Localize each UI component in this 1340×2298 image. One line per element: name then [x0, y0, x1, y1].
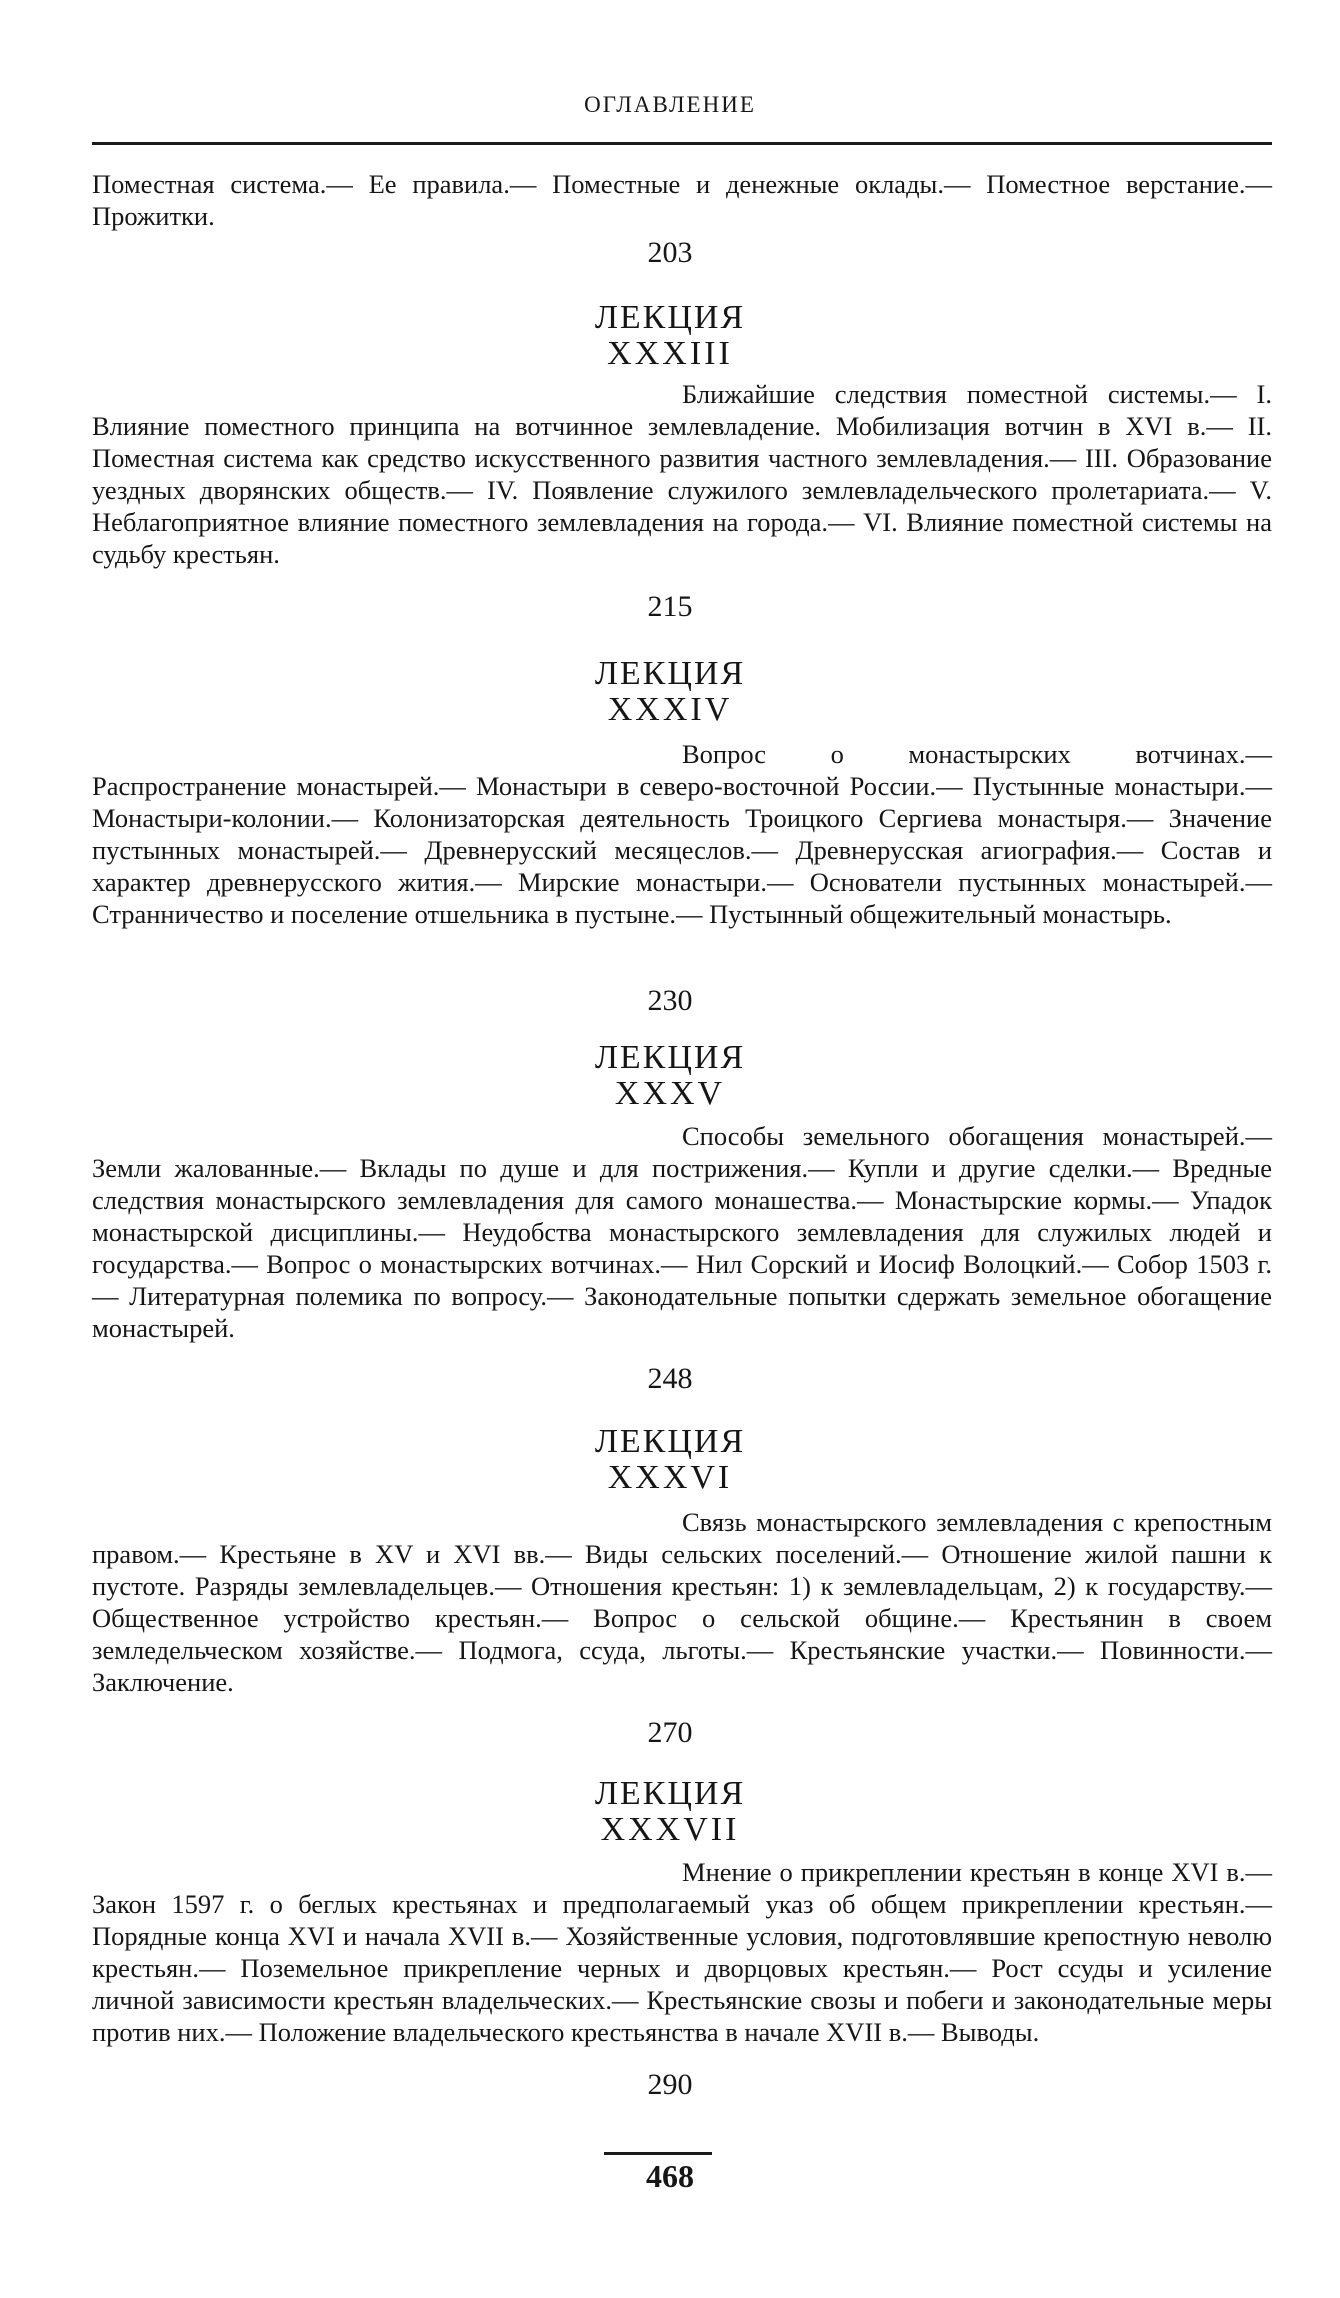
lecture-37-page: 290	[647, 2068, 693, 2101]
lecture-33-page: 215	[647, 590, 693, 623]
lecture-34-number: XXXIV	[607, 691, 733, 728]
lecture-34-title: ЛЕКЦИЯ	[594, 655, 746, 692]
lecture-33-title: ЛЕКЦИЯ	[594, 299, 746, 336]
lecture-37-summary	[92, 1856, 1272, 2048]
lecture-37-number: XXXVII	[600, 1811, 740, 1848]
lecture-35-summary	[92, 1120, 1272, 1344]
lecture-33-number: XXXIII	[607, 335, 733, 372]
lecture-34-summary-text: Вопрос о монастырских вотчинах.— Распространение монастырей.— Монастыри в северо-восточной России.— Пустынные монастыри.— Монастыри-колонии.— Колонизаторская деятельность Троицкого Сергиева монастыря.— Значение пустынных монастырей.— Древнерусский месяцеслов.— Древнерусская агиография.— Состав и характер древнерусского жития.— Мирские монастыри.— Основатели пустынных монастырей.— Странничество и поселение отшельника в пустыне.— Пустынный общежительный монастырь.	[92, 739, 1272, 929]
lecture-37-summary-text: Мнение о прикреплении крестьян в конце XVI в.— Закон 1597 г. о беглых крестьянах и предполагаемый указ об общем прикреплении крестьян.— Порядные конца XVI и начала XVII в.— Хозяйственные условия, подготовлявшие крепостную неволю крестьян.— Поземельное прикрепление черных и дворцовых крестьян.— Рост ссуды и усиление личной зависимости крестьян владельческих.— Крестьянские свозы и побеги и законодательные меры против них.— Положение владельческого крестьянства в начале XVII в.— Выводы.	[92, 1857, 1272, 2047]
intro-paragraph: Поместная система.— Ее правила.— Поместные и денежные оклады.— Поместное верстание.— Прожитки.	[92, 169, 1272, 231]
lecture-35-summary-text: Способы земельного обогащения монастырей.— Земли жалованные.— Вклады по душе и для пострижения.— Купли и другие сделки.— Вредные следствия монастырского землевладения для самого монашества.— Монастырские кормы.— Упадок монастырской дисциплины.— Неудобства монастырского землевладения для служилых людей и государства.— Вопрос о монастырских вотчинах.— Нил Сорский и Иосиф Волоцкий.— Собор 1503 г.— Литературная полемика по вопросу.— Законодательные попытки сдержать земельное обогащение монастырей.	[92, 1121, 1272, 1343]
running-header: ОГЛАВЛЕНИЕ	[584, 92, 756, 117]
lecture-36-title: ЛЕКЦИЯ	[594, 1423, 746, 1460]
lecture-36-summary	[92, 1506, 1272, 1698]
folio-page-number: 468	[646, 2158, 694, 2194]
intro-page-number: 203	[647, 236, 693, 269]
lecture-36-number: XXXVI	[607, 1459, 733, 1496]
lecture-35-number: XXXV	[614, 1075, 726, 1112]
lecture-36-summary-text: Связь монастырского землевладения с крепостным правом.— Крестьяне в XV и XVI вв.— Виды сельских поселений.— Отношение жилой пашни к пустоте. Разряды землевладельцев.— Отношения крестьян: 1) к землевладельцам, 2) к государству.— Общественное устройство крестьян.— Вопрос о сельской общине.— Крестьянин в своем земледельческом хозяйстве.— Подмога, ссуда, льготы.— Крестьянские участки.— Повинности.— Заключение.	[92, 1507, 1272, 1697]
footer-rule	[604, 2152, 712, 2155]
lecture-33-summary	[92, 378, 1272, 570]
lecture-35-page: 248	[647, 1362, 693, 1395]
lecture-37-title: ЛЕКЦИЯ	[594, 1775, 746, 1812]
lecture-34-summary	[92, 738, 1272, 930]
header-rule	[92, 142, 1272, 145]
lecture-34-page: 230	[647, 984, 693, 1017]
lecture-35-title: ЛЕКЦИЯ	[594, 1039, 746, 1076]
lecture-36-page: 270	[647, 1716, 693, 1749]
lecture-33-summary-text: Ближайшие следствия поместной системы.— I. Влияние поместного принципа на вотчинное землевладение. Мобилизация вотчин в XVI в.— II. Поместная система как средство искусственного развития частного землевладения.— III. Образование уездных дворянских обществ.— IV. Появление служилого землевладельческого пролетариата.— V. Неблагоприятное влияние поместного землевладения на города.— VI. Влияние поместной системы на судьбу крестьян.	[92, 379, 1272, 569]
